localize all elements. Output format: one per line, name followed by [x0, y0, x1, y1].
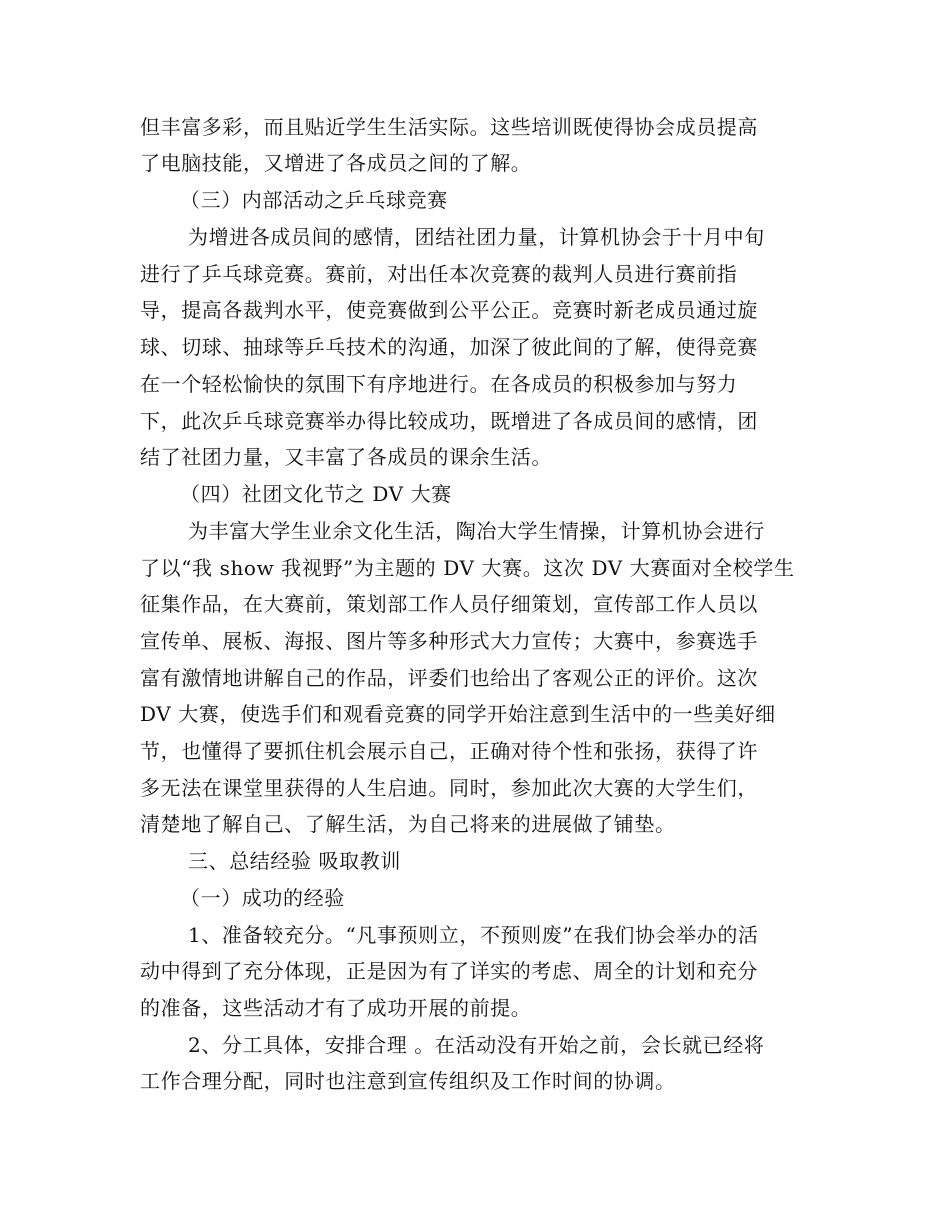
text-line: 下，此次乒乓球竞赛举办得比较成功，既增进了各成员间的感情，团: [140, 409, 758, 433]
text-line: DV 大赛，使选手们和观看竞赛的同学开始注意到生活中的一些美好细: [140, 702, 776, 726]
text-line: 导，提高各裁判水平，使竞赛做到公平公正。竞赛时新老成员通过旋: [140, 298, 758, 322]
text-line: 了以“我 show 我视野”为主题的 DV 大赛。这次 DV 大赛面对全校学生: [140, 556, 795, 580]
paragraph-first-line: 为增进各成员间的感情，团结社团力量，计算机协会于十月中旬: [188, 225, 765, 249]
paragraph-first-line: 2、分工具体，安排合理 。在活动没有开始之前，会长就已经将: [188, 1033, 765, 1057]
paragraph-first-line: 1、准备较充分。“凡事预则立，不预则废”在我们协会举办的活: [188, 923, 759, 947]
text-line: 多无法在课堂里获得的人生启迪。同时，参加此次大赛的大学生们，: [140, 776, 758, 800]
text-line: 征集作品，在大赛前，策划部工作人员仔细策划，宣传部工作人员以: [140, 592, 758, 616]
section-heading: （四）社团文化节之 DV 大赛: [180, 482, 452, 506]
section-heading: 三、总结经验 吸取教训: [188, 849, 401, 873]
section-heading: （三）内部活动之乒乓球竞赛: [180, 188, 448, 212]
text-line: 节，也懂得了要抓住机会展示自己，正确对待个性和张扬，获得了许: [140, 739, 758, 763]
text-line: 进行了乒乓球竞赛。赛前，对出任本次竞赛的裁判人员进行赛前指: [140, 262, 738, 286]
paragraph-first-line: 为丰富大学生业余文化生活，陶冶大学生情操，计算机协会进行: [188, 519, 765, 543]
text-line: 宣传单、展板、海报、图片等多种形式大力宣传；大赛中，参赛选手: [140, 629, 758, 653]
text-line: 但丰富多彩，而且贴近学生生活实际。这些培训既使得协会成员提高: [140, 115, 758, 139]
text-line: 动中得到了充分体现，正是因为有了详实的考虑、周全的计划和充分: [140, 959, 758, 983]
text-line: 富有激情地讲解自己的作品，评委们也给出了客观公正的评价。这次: [140, 666, 758, 690]
text-line: 在一个轻松愉快的氛围下有序地进行。在各成员的积极参加与努力: [140, 372, 738, 396]
text-line: 了电脑技能，又增进了各成员之间的了解。: [140, 151, 532, 175]
text-line: 的准备，这些活动才有了成功开展的前提。: [140, 996, 532, 1020]
text-line: 结了社团力量，又丰富了各成员的课余生活。: [140, 445, 552, 469]
text-line: 球、切球、抽球等乒乓技术的沟通，加深了彼此间的了解，使得竞赛: [140, 335, 758, 359]
text-line: 清楚地了解自己、了解生活，为自己将来的进展做了铺垫。: [140, 812, 676, 836]
text-line: 工作合理分配，同时也注意到宣传组织及工作时间的协调。: [140, 1069, 676, 1093]
subsection-heading: （一）成功的经验: [180, 886, 345, 910]
